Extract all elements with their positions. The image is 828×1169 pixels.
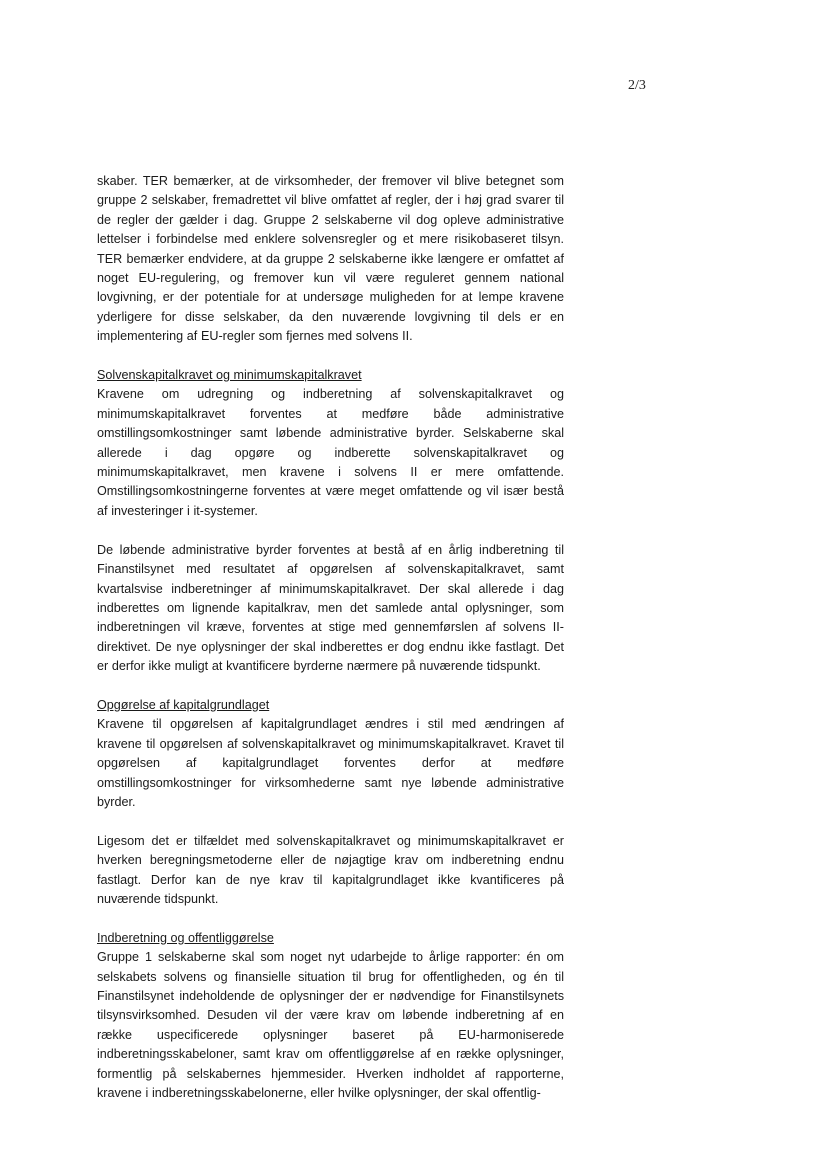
spacer: [97, 521, 564, 540]
capital-base-heading: Opgørelse af kapitalgrundlaget: [97, 697, 270, 712]
page-number: 2/3: [628, 78, 646, 93]
reporting-heading: Indberetning og offentliggørelse: [97, 930, 274, 945]
capital-base-paragraph-2: Ligesom det er tilfældet med solvenskapitalkravet og minimumskapitalkravet er hverken beregningsmetoderne eller de nøjagtige krav om indberetning endnu fastlagt. Derfor kan de nye krav til kapitalgrundlaget ikke kvantificeres på nuværende tidspunkt.: [97, 833, 564, 906]
solvency-paragraph-2: De løbende administrative byrder forventes at bestå af en årlig indberetning til Finanstilsynet med resultatet af opgørelsen af solvenskapitalkravet, samt kvartalsvise indberetninger af minimumskapitalkravet. Der skal allerede i dag indberettes om lignende kapitalkrav, men det samlede antal oplysninger, som indberetningen vil kræve, forventes at stige med gennemførslen af solvens II-direktivet. De nye oplysninger der skal indberettes er dog endnu ikke fastlagt. Det er derfor ikke muligt at kvantificere byrderne nærmere på nuværende tidspunkt.: [97, 542, 564, 674]
spacer: [97, 909, 564, 928]
spacer: [97, 812, 564, 831]
document-body: [97, 172, 564, 1103]
reporting-paragraph: Gruppe 1 selskaberne skal som noget nyt udarbejde to årlige rapporter: én om selskabets solvens og finansielle situation til brug for offentligheden, og én til Finanstilsynet indeholdende de oplysninger der er nødvendige for Finanstilsynets tilsynsvirksomhed. Desuden vil der være krav om løbende indberetning af en række uspecificerede oplysninger baseret på EU-harmoniserede indberetningsskabeloner, samt krav om offentliggørelse af en række oplysninger, formentlig på selskabernes hjemmesider. Hverken indholdet af rapporterne, kravene i indberetningsskabelonerne, eller hvilke oplysninger, der skal offentlig-: [97, 950, 564, 1101]
solvency-paragraph-1: Kravene om udregning og indberetning af solvenskapitalkravet og minimumskapitalkravet forventes at medføre både administrative omstillingsomkostninger samt løbende administrative byrder. Selskaberne skal allerede i dag opgøre og indberette solvenskapitalkravet og minimumskapitalkravet, men kravene i solvens II er mere omfattende. Omstillingsomkostningerne forventes at være meget omfattende og vil især bestå af investeringer i it-systemer.: [97, 387, 564, 518]
spacer: [97, 347, 564, 366]
intro-paragraph: skaber. TER bemærker, at de virksomheder, der fremover vil blive betegnet som gruppe 2 selskaber, fremadrettet vil blive omfattet af regler, der i høj grad svarer til de regler der gælder i dag. Gruppe 2 selskaberne vil dog opleve administrative lettelser i forbindelse med enklere solvensregler og et mere risikobaseret tilsyn. TER bemærker endvidere, at da gruppe 2 selskaberne ikke længere er omfattet af noget EU-regulering, og fremover kun vil være reguleret gennem national lovgivning, er der potentiale for at undersøge muligheden for at lempe kravene yderligere for disse selskaber, da den nuværende lovgivning til dels er en implementering af EU-regler som fjernes med solvens II.: [97, 174, 564, 344]
capital-base-paragraph-1: Kravene til opgørelsen af kapitalgrundlaget ændres i stil med ændringen af kravene til opgørelsen af solvenskapitalkravet og minimumskapitalkravet. Kravet til opgørelsen af kapitalgrundlaget forventes derfor at medføre omstillingsomkostninger for virksomhederne samt nye løbende administrative byrder.: [97, 717, 564, 809]
spacer: [97, 677, 564, 696]
solvency-heading: Solvenskapitalkravet og minimumskapitalkravet: [97, 368, 362, 383]
